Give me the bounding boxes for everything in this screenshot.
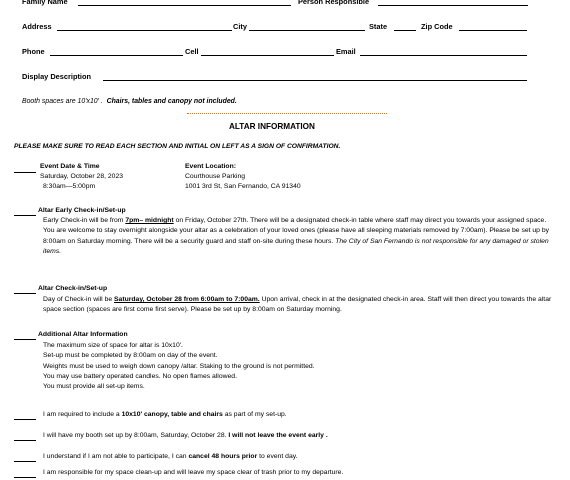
- phone-label: Phone: [22, 47, 45, 56]
- additional-item: You may use battery operated candles. No open flames allowed.: [43, 372, 237, 380]
- person-responsible-field[interactable]: [378, 5, 528, 6]
- booth-note: Booth spaces are 10'x10' . Chairs, tables and canopy not included.: [22, 98, 237, 105]
- additional-item: The maximum size of space for altar is 10x10'.: [43, 342, 183, 349]
- cell-field[interactable]: [201, 55, 334, 56]
- checkin-text: Day of Check-in will be Saturday, October 28 from 6:00am to 7:00am. Upon arrival, check in at the designated check-in area. Staff will then direct you towards the altar space section (spaces are first come first serve). Please be set up by 8:00am on Saturday morning.: [43, 296, 552, 314]
- event-time: 8:30am—5:00pm: [43, 183, 96, 190]
- phone-field[interactable]: [50, 55, 183, 56]
- initial-additional[interactable]: [14, 339, 36, 340]
- event-date-title: Event Date & Time: [40, 163, 100, 170]
- zip-label: Zip Code: [421, 22, 453, 31]
- cell-label: Cell: [185, 47, 199, 56]
- additional-title: Additional Altar Information: [38, 331, 128, 338]
- location-address: 1001 3rd St, San Fernando, CA 91340: [185, 183, 301, 190]
- ack-cleanup: I am responsible for my space clean-up and will leave my space clear of trash prior to my departure.: [43, 469, 344, 476]
- checkin-title: Altar Check-in/Set-up: [38, 285, 108, 292]
- address-field[interactable]: [57, 30, 232, 31]
- initial-checkin[interactable]: [14, 293, 36, 294]
- ack-cancel: I understand if I am not able to participate, I can cancel 48 hours prior to event day.: [43, 453, 298, 460]
- event-date: Saturday, October 28, 2023: [40, 173, 123, 180]
- display-description-field[interactable]: [103, 80, 527, 81]
- location-title: Event Location:: [185, 163, 236, 170]
- ack-canopy: I am required to include a 10x10' canopy, table and chairs as part of my set-up.: [43, 411, 287, 418]
- early-checkin-title: Altar Early Check-in/Set-up: [38, 207, 126, 214]
- address-label: Address: [22, 22, 52, 31]
- person-responsible-label: Person Responsible: [298, 0, 370, 6]
- early-checkin-text: Early Check-in will be from 7pm– midnight on Friday, October 27th. There will be a designated check-in table where staff may direct you towards your assigned space. You are welcome to stay overnight alongside your altar as a celebration of your loved ones (please have all sleeping materials removed by 7:00am). Please be set up by 8:00am on Saturday morning. There will be a security guard and staff on-site during these hours. The City of San Fernando is not responsible for any damaged or stolen items.: [43, 217, 550, 255]
- initial-ack-cancel[interactable]: [14, 461, 36, 462]
- location-name: Courthouse Parking: [185, 173, 246, 180]
- section-divider: [187, 113, 387, 114]
- additional-list: [43, 341, 543, 392]
- display-description-label: Display Description: [22, 72, 91, 81]
- initial-event-date[interactable]: [14, 172, 36, 173]
- initial-early-checkin[interactable]: [14, 215, 36, 216]
- initial-ack-canopy[interactable]: [14, 419, 36, 420]
- zip-field[interactable]: [459, 30, 527, 31]
- state-label: State: [369, 22, 388, 31]
- state-field[interactable]: [394, 30, 416, 31]
- additional-item: Weights must be used to weigh down canopy /altar. Staking to the ground is not permitted.: [43, 362, 315, 370]
- email-label: Email: [336, 47, 356, 56]
- initial-ack-cleanup[interactable]: [14, 477, 36, 478]
- email-field[interactable]: [360, 55, 527, 56]
- city-field[interactable]: [249, 30, 365, 31]
- city-label: City: [233, 22, 247, 31]
- family-name-field[interactable]: [78, 5, 291, 6]
- additional-item: You must provide all set-up items.: [43, 383, 145, 391]
- initial-ack-setup[interactable]: [14, 440, 36, 441]
- family-name-label: Family Name: [22, 0, 68, 6]
- instruction-text: PLEASE MAKE SURE TO READ EACH SECTION AND INITIAL ON LEFT AS A SIGN OF CONFIRMATION.: [14, 143, 341, 150]
- altar-info-title: ALTAR INFORMATION: [229, 122, 315, 131]
- ack-setup: I will have my booth set up by 8:00am, Saturday, October 28. I will not leave the event early .: [43, 432, 328, 439]
- additional-item: Set-up must be completed by 8:00am on day of the event.: [43, 352, 218, 360]
